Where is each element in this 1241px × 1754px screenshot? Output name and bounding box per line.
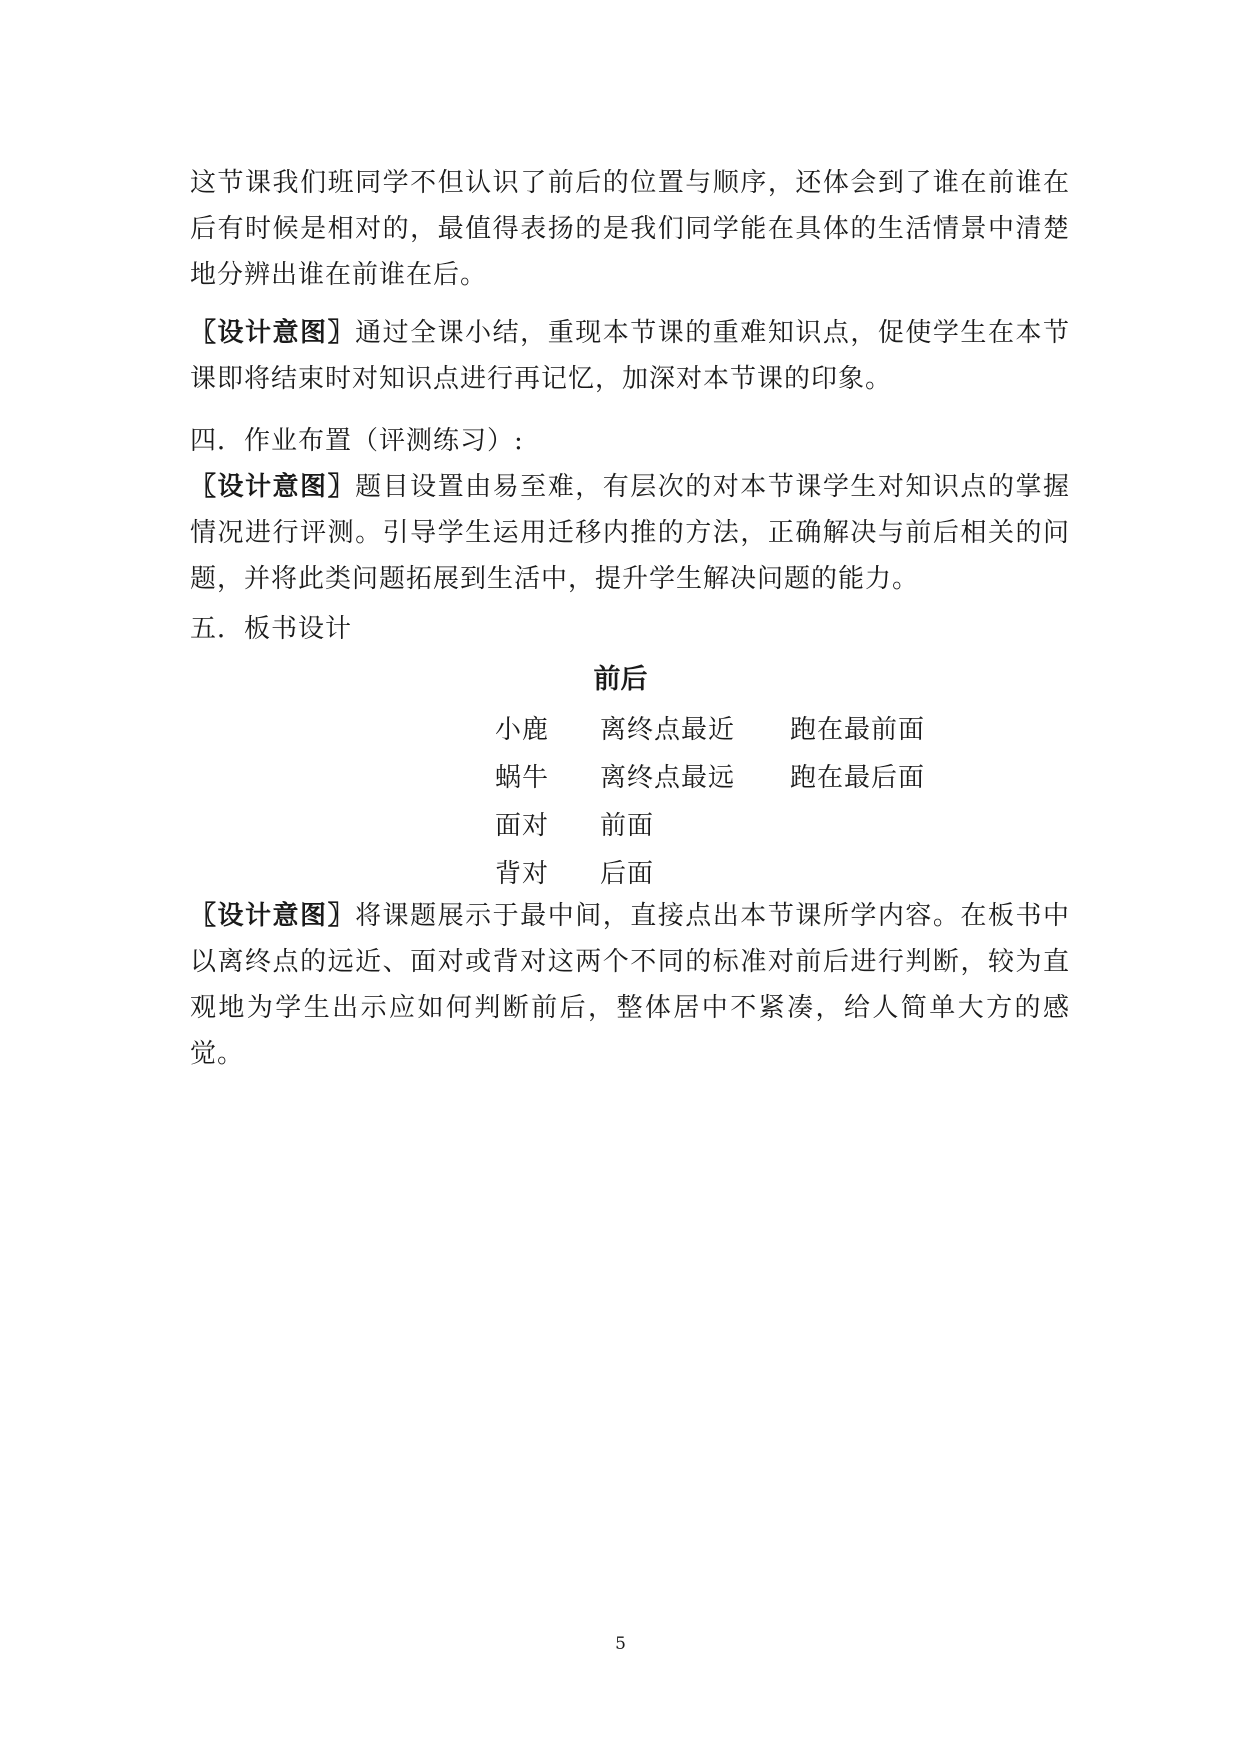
board-row	[495, 706, 950, 754]
board-cell	[790, 802, 950, 850]
section-heading-board-design: 五．板书设计	[190, 614, 353, 644]
board-cell: 面对	[495, 811, 550, 841]
section-heading-homework: 四．作业布置（评测练习）:	[190, 426, 524, 456]
board-cell: 离终点最远	[600, 763, 736, 793]
design-intent-paragraph-2	[190, 464, 1070, 602]
board-cell: 跑在最前面	[790, 715, 926, 745]
board-cell	[790, 850, 950, 898]
board-cell: 前面	[600, 811, 655, 841]
board-title: 前后	[593, 664, 648, 695]
design-intent-text: 题目设置由易至难，有层次的对本节课学生对知识点的掌握情况进行评测。引导学生运用迁移内推的方法，正确解决与前后相关的问题，并将此类问题拓展到生活中，提升学生解决问题的能力。	[190, 472, 1070, 594]
board-row	[495, 850, 950, 898]
summary-paragraph: 这节课我们班同学不但认识了前后的位置与顺序，还体会到了谁在前谁在后有时候是相对的，最值得表扬的是我们同学能在具体的生活情景中清楚地分辨出谁在前谁在后。	[190, 168, 1070, 290]
design-intent-label: 〖设计意图〗	[190, 318, 356, 348]
board-row	[495, 802, 950, 850]
design-intent-label: 〖设计意图〗	[190, 472, 356, 502]
board-row	[495, 754, 950, 802]
design-intent-paragraph-3	[190, 893, 1070, 1077]
board-cell: 小鹿	[495, 715, 550, 745]
board-cell: 跑在最后面	[790, 763, 926, 793]
board-cell: 蜗牛	[495, 763, 550, 793]
page-number: 5	[615, 1634, 626, 1654]
board-table	[495, 706, 950, 898]
design-intent-label: 〖设计意图〗	[190, 901, 356, 931]
board-cell: 后面	[600, 859, 655, 889]
board-cell: 背对	[495, 859, 550, 889]
board-cell: 离终点最近	[600, 715, 736, 745]
design-intent-text: 通过全课小结，重现本节课的重难知识点，促使学生在本节课即将结束时对知识点进行再记忆，加深对本节课的印象。	[190, 318, 1070, 394]
design-intent-paragraph-1	[190, 310, 1070, 402]
design-intent-text: 将课题展示于最中间，直接点出本节课所学内容。在板书中以离终点的远近、面对或背对这两个不同的标准对前后进行判断，较为直观地为学生出示应如何判断前后，整体居中不紧凑，给人简单大方的感觉。	[190, 901, 1070, 1069]
